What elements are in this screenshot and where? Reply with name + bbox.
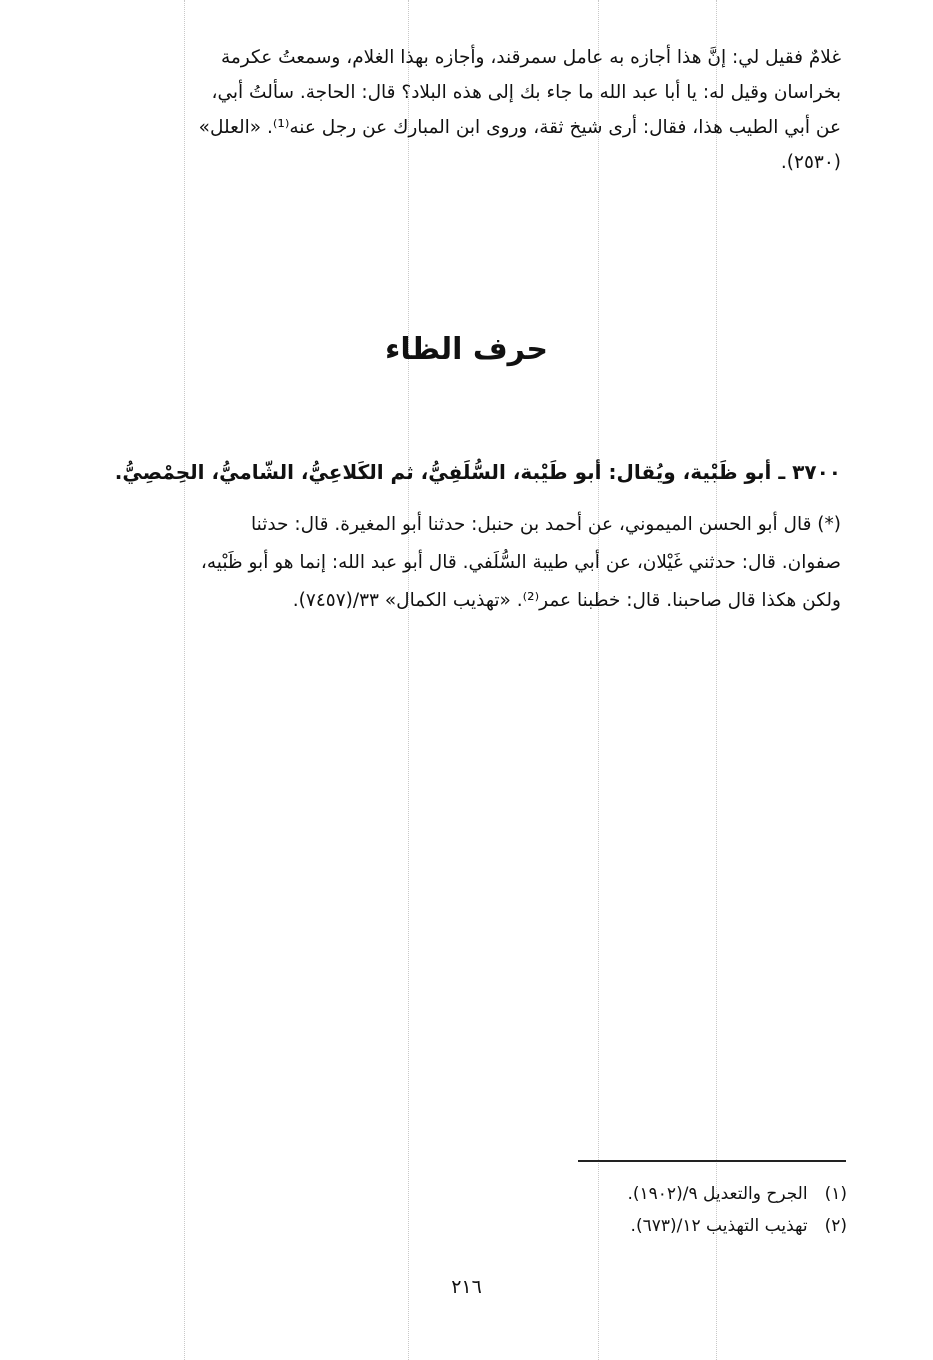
top-paragraph (56, 40, 841, 180)
footnote-text: الجرح والتعديل ٩/(١٩٠٢). (627, 1184, 808, 1204)
paragraph-line: صفوان. قال: حدثني غَيْلان، عن أبي طيبة السُّلَفي. قال أبو عبد الله: إنما هو أبو ظَبْيه، (200, 552, 841, 573)
footnote-separator (578, 1160, 846, 1162)
scan-guide-line (184, 0, 185, 1360)
paragraph-line: (*) قال أبو الحسن الميموني، عن أحمد بن حنبل: حدثنا أبو المغيرة. قال: حدثنا (250, 514, 841, 535)
paragraph-line: ولكن هكذا قال صاحبنا. قال: خطبنا عمر⁽²⁾. «تهذيب الكمال» ٣٣/(٧٤٥٧). (292, 590, 841, 611)
footnote-number: (١) (824, 1184, 847, 1204)
paragraph-line: (٢٥٣٠). (780, 152, 841, 173)
entry-paragraph (56, 506, 841, 620)
footnote-item (627, 1178, 847, 1210)
paragraph-line: غلامٌ فقيل لي: إنَّ هذا أجازه به عامل سمرقند، وأجازه بهذا الغلام، وسمعتُ عكرمة (220, 47, 841, 68)
footnotes (627, 1178, 847, 1242)
paragraph-line: عن أبي الطيب هذا، فقال: أرى شيخ ثقة، وروى ابن المبارك عن رجل عنه⁽¹⁾. «العلل» (198, 117, 841, 138)
page-number: ٢١٦ (451, 1276, 482, 1298)
section-heading: حرف الظاء (385, 332, 548, 367)
footnote-number: (٢) (824, 1216, 847, 1236)
footnote-item (627, 1210, 847, 1242)
scan-guide-line (716, 0, 717, 1360)
entry-title: ٣٧٠٠ ـ أبو ظَبْية، ويُقال: أبو طَيْبة، السُّلَفِيُّ، ثم الكَلاعِيُّ، الشّاميُّ، الحِمْصِيُّ. (114, 460, 841, 484)
paragraph-line: بخراسان وقيل له: يا أبا عبد الله ما جاء بك إلى هذه البلاد؟ قال: الحاجة. سألتُ أبي، (211, 82, 841, 103)
scan-guide-line (598, 0, 599, 1360)
scan-guide-line (408, 0, 409, 1360)
footnote-text: تهذيب التهذيب ١٢/(٦٧٣). (630, 1216, 808, 1236)
